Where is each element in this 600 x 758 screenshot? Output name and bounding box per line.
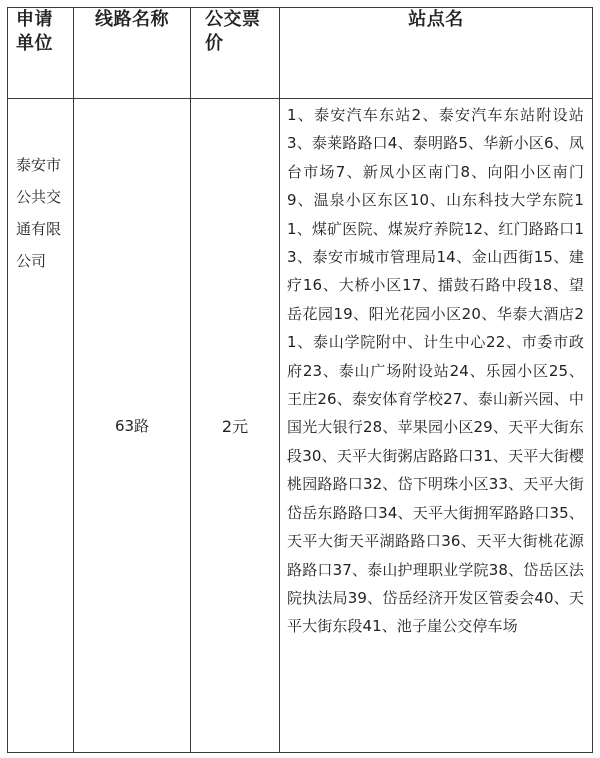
header-route-name: 线路名称 [74, 8, 191, 99]
route-name: 63路 [74, 99, 191, 753]
header-applicant-unit: 申请 单位 [8, 8, 74, 99]
bus-route-table [7, 7, 593, 753]
header-stop-names: 站点名 [280, 8, 593, 99]
fare-value: 2元 [191, 99, 280, 753]
header-row [8, 8, 593, 99]
table-row [8, 99, 593, 753]
header-fare: 公交票 价 [191, 8, 280, 99]
applicant-company: 泰安市公共交通有限公司 [8, 99, 74, 753]
stop-list: 1、泰安汽车东站2、泰安汽车东站附设站3、泰莱路路口4、泰明路5、华新小区6、凤台市场7、新凤小区南门8、向阳小区南门9、温泉小区东区10、山东科技大学东院11、煤矿医院、煤炭疗养院12、红门路路口13、泰安市城市管理局14、金山西街15、建疗16、大桥小区17、擂鼓石路中段18、望岳花园19、阳光花园小区20、华泰大酒店21、泰山学院附中、计生中心22、市委市政府23、泰山广场附设站24、乐园小区25、王庄26、泰安体育学校27、泰山新兴园、中国光大银行28、苹果园小区29、天平大街东段30、天平大街粥店路路口31、天平大街樱桃园路路口32、岱下明珠小区33、天平大街岱岳东路路口34、天平大街拥军路路口35、天平大街天平湖路路口36、天平大街桃花源路路口37、泰山护理职业学院38、岱岳区法院执法局39、岱岳经济开发区管委会40、天平大街东段41、池子崖公交停车场 [280, 99, 593, 753]
